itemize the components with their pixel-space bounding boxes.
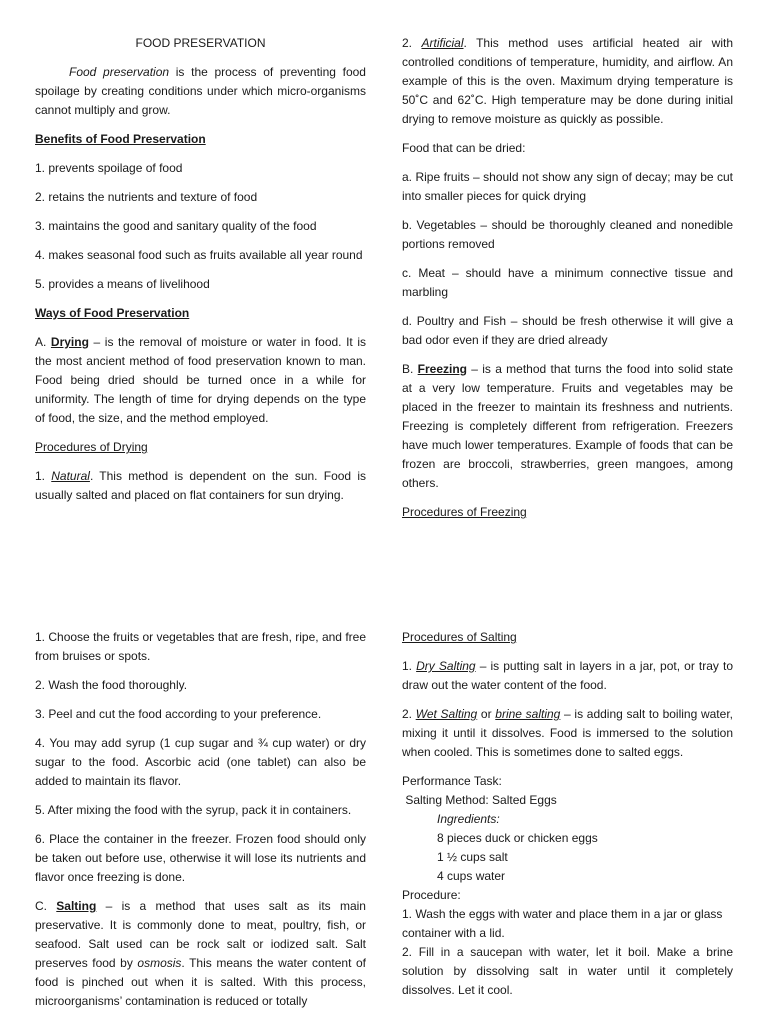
intro-term: Food preservation	[69, 65, 170, 79]
column-left-top	[35, 34, 366, 515]
wet-salting-text: – is adding salt to boiling water, mixing it until it dissolves. Food is immersed to the solution when cooled. This is sometimes done to salted eggs.	[402, 707, 733, 759]
salting-procedures-heading: Procedures of Salting	[402, 630, 517, 644]
dried-foods-heading: Food that can be dried:	[402, 141, 526, 155]
dry-salting-prefix: 1.	[402, 659, 417, 673]
natural-term: Natural	[51, 469, 90, 483]
osmosis-term: osmosis	[137, 956, 182, 970]
salting-text-a: – is a method that uses salt as its main preservative. It is commonly done to meat, poultry, fish, or seafood. Salt used can be rock salt or iodized salt. Salt preserves food by	[35, 899, 366, 970]
drying-term: Drying	[50, 335, 89, 349]
benefit-item: 5. provides a means of livelihood	[35, 277, 210, 291]
ingredient-item: 1 ½ cups salt	[437, 850, 508, 864]
freezing-step: 3. Peel and cut the food according to your preference.	[35, 707, 322, 721]
natural-text: . This method is dependent on the sun. Food is usually salted and placed on flat containers for sun drying.	[35, 469, 367, 502]
procedure-step: 1. Wash the eggs with water and place them in a jar or glass container with a lid.	[402, 907, 723, 940]
dry-salting-term: Dry Salting	[416, 659, 476, 673]
drying-paragraph	[35, 333, 366, 428]
performance-task	[402, 772, 733, 1000]
column-right-top	[402, 34, 733, 532]
dried-food-item: b. Vegetables – should be thoroughly cleaned and nonedible portions removed	[402, 218, 733, 251]
freezing-step: 6. Place the container in the freezer. Frozen food should only be taken out before use, otherwise it will lose its nutrients and flavor once freezing is done.	[35, 832, 366, 884]
salting-prefix: C.	[35, 899, 57, 913]
wet-salting-term: Wet Salting	[415, 707, 478, 721]
benefit-item: 2. retains the nutrients and texture of food	[35, 190, 258, 204]
salting-text-b: . This means the water content of food is pinched out when it is salted. With this process, microorganisms’ contamination is reduced or totally	[35, 956, 366, 1008]
dried-food-item: d. Poultry and Fish – should be fresh otherwise it will give a bad odor even if they are dried already	[402, 314, 733, 347]
freezing-paragraph	[402, 360, 733, 493]
freezing-procedures-heading: Procedures of Freezing	[402, 505, 527, 519]
dry-salting-text: – is putting salt in layers in a jar, pot, or tray to draw out the water content of the food.	[402, 659, 734, 692]
natural-paragraph	[35, 467, 366, 505]
task-heading: Performance Task:	[402, 774, 502, 788]
natural-prefix: 1.	[35, 469, 52, 483]
intro-paragraph	[35, 63, 366, 120]
dry-salting-paragraph	[402, 657, 733, 695]
benefit-item: 1. prevents spoilage of food	[35, 161, 183, 175]
freezing-step: 2. Wash the food thoroughly.	[35, 678, 188, 692]
artificial-prefix: 2.	[402, 36, 422, 50]
drying-text: – is the removal of moisture or water in food. It is the most ancient method of food preservation known to man. Food being dried should be turned once in a while for uniformity. The length of time for drying depends on the type of food, the size, and the method employed.	[35, 335, 367, 425]
ingredient-item: 4 cups water	[437, 869, 506, 883]
freezing-text: – is a method that turns the food into solid state at a very low temperature. Fruits and vegetables may be placed in the freezer to maintain its freshness and nutrients. Freezing is completely different from refrigeration. Freezers have much lower temperatures. Example of foods that can be frozen are broccoli, strawberries, green mangoes, among others.	[402, 362, 733, 490]
salting-paragraph	[35, 897, 366, 1011]
artificial-text: . This method uses artificial heated air with controlled conditions of temperature, humidity, and airflow. An example of this is the oven. Maximum drying temperature is 50˚C and 62˚C. High temperature may be done during initial drying to remove moisture as quickly as possible.	[402, 36, 733, 126]
wet-salting-prefix: 2.	[402, 707, 416, 721]
wet-salting-or: or	[477, 707, 496, 721]
procedure-heading: Procedure:	[402, 888, 461, 902]
drying-prefix: A.	[35, 335, 51, 349]
ways-heading: Ways of Food Preservation	[35, 306, 190, 320]
intro-text: is the process of preventing food spoilage by creating conditions under which micro-organisms cannot multiply and grow.	[35, 65, 366, 117]
benefit-item: 3. maintains the good and sanitary quality of the food	[35, 219, 317, 233]
salting-term: Salting	[56, 899, 97, 913]
brine-salting-term: brine salting	[495, 707, 561, 721]
column-left-bottom	[35, 628, 366, 1021]
dried-food-item: c. Meat – should have a minimum connective tissue and marbling	[402, 266, 733, 299]
column-right-bottom	[402, 628, 733, 1000]
freezing-step: 4. You may add syrup (1 cup sugar and ¾ cup water) or dry sugar to the food. Ascorbic acid (one tablet) can also be added to maintain its flavor.	[35, 736, 366, 788]
drying-procedures-heading: Procedures of Drying	[35, 440, 148, 454]
wet-salting-paragraph	[402, 705, 733, 762]
ingredient-item: 8 pieces duck or chicken eggs	[437, 831, 598, 845]
freezing-step: 1. Choose the fruits or vegetables that are fresh, ripe, and free from bruises or spots.	[35, 630, 366, 663]
artificial-term: Artificial	[421, 36, 464, 50]
freezing-prefix: B.	[402, 362, 418, 376]
freezing-step: 5. After mixing the food with the syrup, pack it in containers.	[35, 803, 352, 817]
document-title: FOOD PRESERVATION	[135, 36, 266, 50]
task-method: Salting Method: Salted Eggs	[402, 793, 557, 807]
benefits-heading: Benefits of Food Preservation	[35, 132, 206, 146]
freezing-term: Freezing	[417, 362, 467, 376]
procedure-step: 2. Fill in a saucepan with water, let it boil. Make a brine solution by dissolving salt in water until it completely dissolves. Let it cool.	[402, 945, 733, 997]
dried-food-item: a. Ripe fruits – should not show any sign of decay; may be cut into smaller pieces for quick drying	[402, 170, 733, 203]
artificial-paragraph	[402, 34, 733, 129]
benefit-item: 4. makes seasonal food such as fruits available all year round	[35, 248, 363, 262]
ingredients-heading: Ingredients:	[437, 812, 500, 826]
